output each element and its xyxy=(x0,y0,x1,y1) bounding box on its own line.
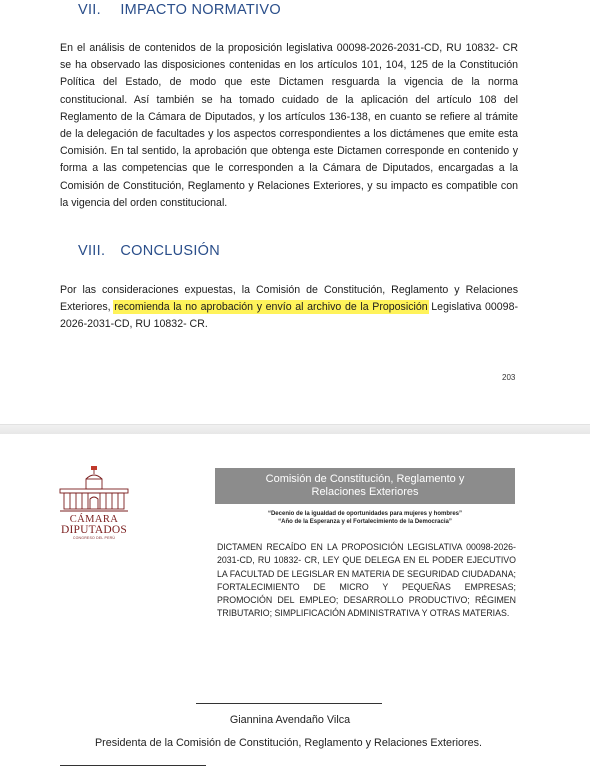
paragraph-text: En el análisis de contenidos de la proposición legislativa 00098-2026-2031-CD, RU 10832- CR se ha observado las disposiciones contenidas en los artículos 101, 104, 125 de la Constitución Política del Estado, de modo que este Dictamen resguarda la vigencia de la norma constitucional. Así también se ha tomado cuidado de la aplicación del artículo 108 del Reglamento de la Cámara de Diputados, y los artículos 136-138, en cuanto se refiere al trámite de la delegación de facultades y los aspectos correspondientes a los dictámenes que emite esta Comisión. En tal sentido, la aprobación que obtenga este Dictamen corresponde en contenido y forma a las competencias que le corresponden a la Cámara de Diputados, encargadas a la Comisión de Constitución, Reglamento y Relaciones Exteriores, y su impacto es compatible con la vigencia del orden constitucional. xyxy=(60,42,518,209)
decenio-header xyxy=(215,510,515,526)
conclusion-paragraph xyxy=(60,282,518,334)
footer-line xyxy=(60,765,206,766)
page-break-divider xyxy=(0,424,590,434)
logo-text-diputados: DIPUTADOS xyxy=(60,524,128,536)
conclusion-text-end: Legislativa 00098-2026-2031-CD, RU 10832- CR. xyxy=(60,301,518,331)
page-number: 203 xyxy=(502,373,516,382)
year-line: “Año de la Esperanza y el Fortalecimiento de la Democracia” xyxy=(278,519,452,525)
commission-banner xyxy=(215,468,515,504)
section-number: VII. xyxy=(78,2,101,18)
section-heading-vii xyxy=(78,2,281,18)
section-title: IMPACTO NORMATIVO xyxy=(120,2,281,18)
paragraph-text xyxy=(60,282,518,334)
signatory-name: Giannina Avendaño Vilca xyxy=(229,714,351,726)
logo-subtitle: CONGRESO DEL PERÚ xyxy=(72,536,116,540)
impacto-normativo-paragraph xyxy=(60,40,518,212)
section-title: CONCLUSIÓN xyxy=(120,243,221,259)
dictamen-title: DICTAMEN RECAÍDO EN LA PROPOSICIÓN LEGISLATIVA 00098-2026-2031-CD, RU 10832- CR, LEY QUE DELEGA EN EL PODER EJECUTIVO LA FACULTAD DE LEGISLAR EN MATERIA DE SEGURIDAD CIUDADANA; FORTALECIMIENTO DE MICRO Y PEQUEÑAS EMPRESAS; PROMOCIÓN DEL EMPLEO; DESARROLLO PRODUCTIVO; RÉGIMEN TRIBUTARIO; SIMPLIFICACIÓN ADMINISTRATIVA Y OTRAS MATERIAS. xyxy=(217,542,516,619)
signatory-role: Presidenta de la Comisión de Constitución, Reglamento y Relaciones Exteriores. xyxy=(94,737,483,749)
conclusion-text-start: Por las consideraciones expuestas, la Comisión de Constitución, Reglamento y Relaciones Exteriores, xyxy=(60,284,518,314)
highlighted-recommendation: recomienda la no aprobación y envío al archivo de la Proposición xyxy=(114,301,428,314)
logo-text-camara: CÁMARA xyxy=(69,514,119,525)
signature-line xyxy=(196,703,382,704)
section-heading-viii xyxy=(78,243,220,259)
commission-banner-text: Comisión de Constitución, Reglamento y Relaciones Exteriores xyxy=(265,473,465,498)
section-number: VIII. xyxy=(78,243,106,259)
decenio-line: “Decenio de la igualdad de oportunidades para mujeres y hombres” xyxy=(267,511,463,517)
